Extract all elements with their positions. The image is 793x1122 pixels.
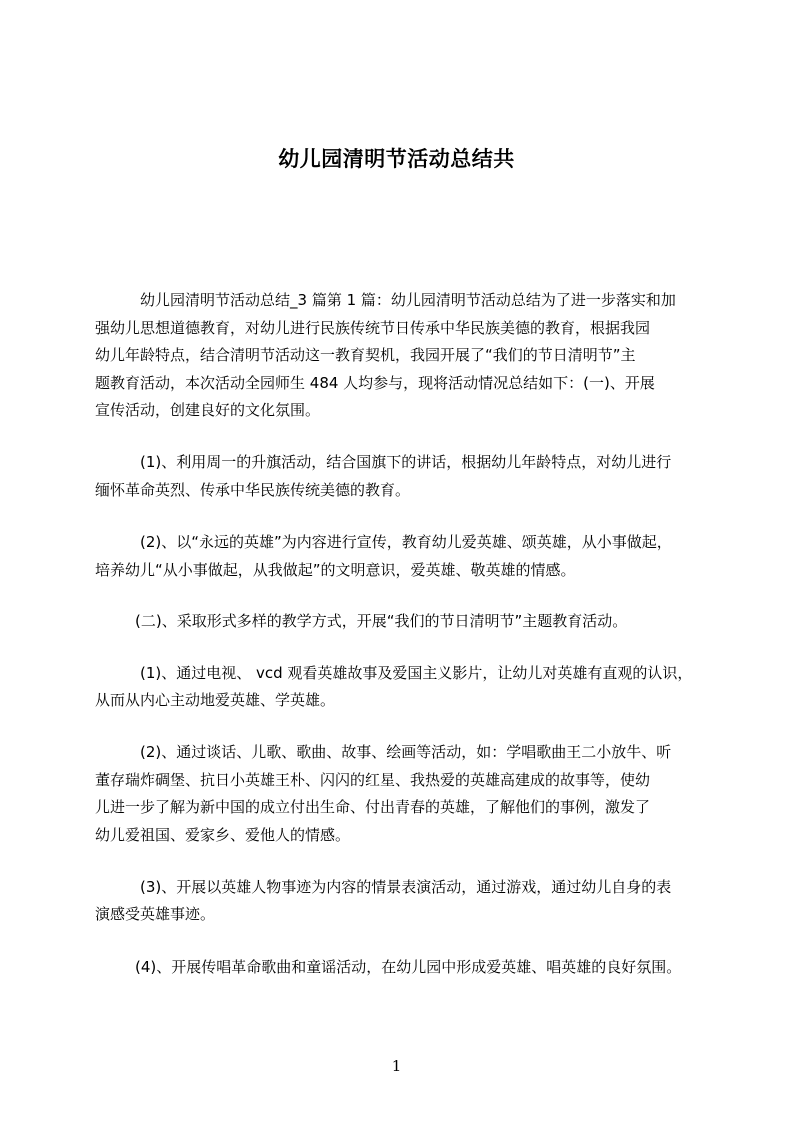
paragraph-5-line-2: 从而从内心主动地爱英雄、学英雄。 <box>95 691 336 709</box>
page-number: 1 <box>391 1057 402 1075</box>
paragraph-6-line-2: 董存瑞炸碉堡、抗日小英雄王朴、闪闪的红星、我热爱的英雄高建成的故事等，使幼 <box>95 771 651 789</box>
paragraph-1-line-1: 幼儿园清明节活动总结_3 篇第 1 篇：幼儿园清明节活动总结为了进一步落实和加 <box>140 291 676 309</box>
paragraph-6-line-3: 儿进一步了解为新中国的成立付出生命、付出青春的英雄，了解他们的事例，激发了 <box>95 798 651 816</box>
paragraph-2-line-2: 缅怀革命英烈、传承中华民族传统美德的教育。 <box>95 481 411 499</box>
paragraph-1-line-3: 幼儿年龄特点，结合清明节活动这一教育契机，我园开展了“我们的节日清明节”主 <box>95 346 636 364</box>
paragraph-1-line-5: 宣传活动，创建良好的文化氛围。 <box>95 401 321 419</box>
paragraph-7-line-1: (3)、开展以英雄人物事迹为内容的情景表演活动，通过游戏，通过幼儿自身的表 <box>140 878 672 896</box>
paragraph-1-line-2: 强幼儿思想道德教育，对幼儿进行民族传统节日传承中华民族美德的教育，根据我园 <box>95 319 651 337</box>
paragraph-7-line-2: 演感受英雄事迹。 <box>95 905 216 923</box>
paragraph-8-line-1: (4)、开展传唱革命歌曲和童谣活动，在幼儿园中形成爱英雄、唱英雄的良好氛围。 <box>135 958 682 976</box>
paragraph-4-line-1: (二)、采取形式多样的教学方式，开展“我们的节日清明节”主题教育活动。 <box>135 612 628 630</box>
paragraph-5-line-1: (1)、通过电视、 vcd 观看英雄故事及爱国主义影片，让幼儿对英雄有直观的认识， <box>140 664 693 682</box>
paragraph-2-line-1: (1)、利用周一的升旗活动，结合国旗下的讲话，根据幼儿年龄特点，对幼儿进行 <box>140 453 672 471</box>
paragraph-3-line-2: 培养幼儿“从小事做起，从我做起”的文明意识，爱英雄、敬英雄的情感。 <box>95 561 576 579</box>
paragraph-6-line-4: 幼儿爱祖国、爱家乡、爱他人的情感。 <box>95 826 351 844</box>
paragraph-3-line-1: (2)、以“永远的英雄”为内容进行宣传，教育幼儿爱英雄、颂英雄，从小事做起， <box>140 533 672 551</box>
document-title: 幼儿园清明节活动总结共 <box>278 147 515 171</box>
paragraph-1-line-4: 题教育活动，本次活动全园师生 484 人均参与，现将活动情况总结如下：(一)、开展 <box>95 374 655 392</box>
paragraph-6-line-1: (2)、通过谈话、儿歌、歌曲、故事、绘画等活动，如：学唱歌曲王二小放牛、听 <box>140 743 672 761</box>
